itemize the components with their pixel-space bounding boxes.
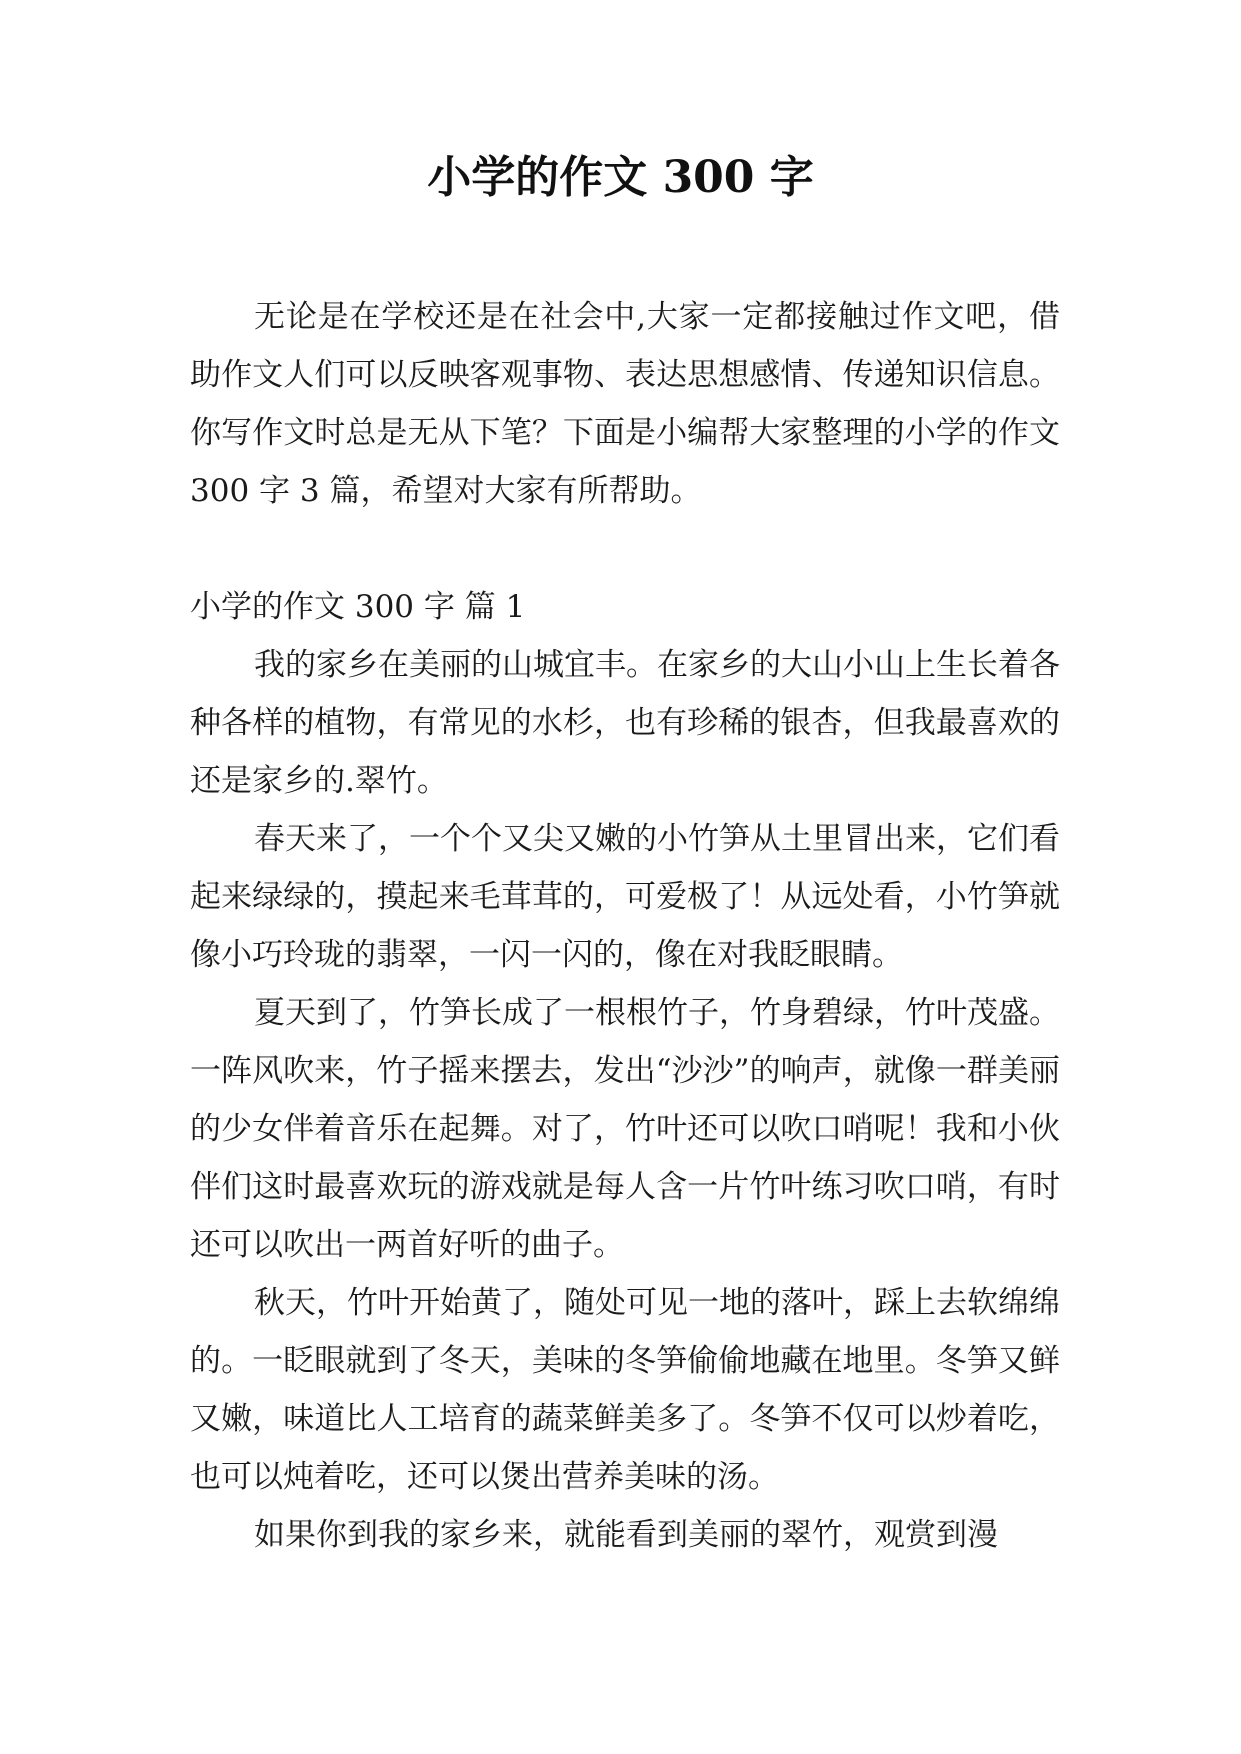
body-paragraph-3: 夏天到了，竹笋长成了一根根竹子，竹身碧绿，竹叶茂盛。一阵风吹来，竹子摇来摆去，发出“沙沙”的响声，就像一群美丽的少女伴着音乐在起舞。对了，竹叶还可以吹口哨呢！我和小伙伴们这时最喜欢玩的游戏就是每人含一片竹叶练习吹口哨，有时还可以吹出一两首好听的曲子。 [190, 995, 1060, 1263]
body-paragraph-1: 我的家乡在美丽的山城宜丰。在家乡的大山小山上生长着各种各样的植物，有常见的水杉，也有珍稀的银杏，但我最喜欢的还是家乡的.翠竹。 [190, 647, 1060, 799]
section-heading: 小学的作文 300 字 篇 1 [190, 589, 526, 625]
document-body [190, 288, 1060, 1564]
intro-paragraph: 无论是在学校还是在社会中,大家一定都接触过作文吧，借助作文人们可以反映客观事物、表达思想感情、传递知识信息。你写作文时总是无从下笔？下面是小编帮大家整理的小学的作文 300 字 3 篇，希望对大家有所帮助。 [190, 299, 1060, 509]
body-paragraph-4: 秋天，竹叶开始黄了，随处可见一地的落叶，踩上去软绵绵的。一眨眼就到了冬天，美味的冬笋偷偷地藏在地里。冬笋又鲜又嫩，味道比人工培育的蔬菜鲜美多了。冬笋不仅可以炒着吃，也可以炖着吃，还可以煲出营养美味的汤。 [190, 1285, 1060, 1495]
document-title: 小学的作文 300 字 [427, 152, 814, 203]
body-paragraph-2: 春天来了，一个个又尖又嫩的小竹笋从土里冒出来，它们看起来绿绿的，摸起来毛茸茸的，可爱极了！从远处看，小竹笋就像小巧玲珑的翡翠，一闪一闪的，像在对我眨眼睛。 [190, 821, 1060, 973]
body-paragraph-5: 如果你到我的家乡来，就能看到美丽的翠竹，观赏到漫 [254, 1517, 998, 1553]
